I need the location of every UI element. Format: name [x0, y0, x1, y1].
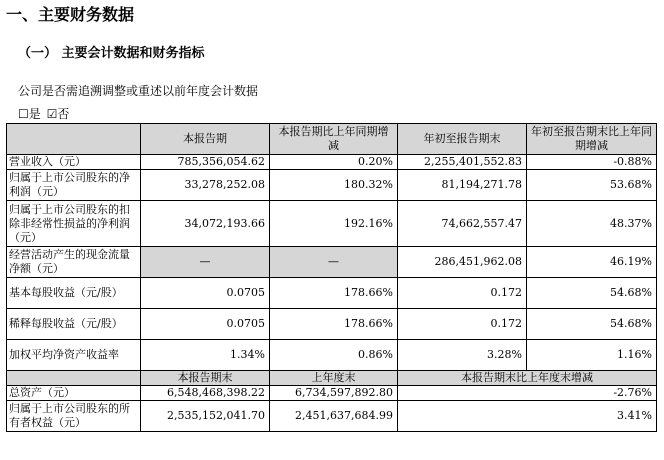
header-cell: 年初至报告期末 — [398, 124, 527, 155]
row-label: 基本每股收益（元/股） — [7, 278, 141, 309]
table-cell: 54.68% — [527, 309, 657, 340]
table-cell: -2.76% — [398, 386, 657, 401]
table-cell: 3.28% — [398, 340, 527, 371]
table-cell: -0.88% — [527, 155, 657, 170]
header-cell: 本报告期 — [141, 124, 270, 155]
choice-yes: ☐是 — [18, 107, 41, 121]
table-row — [7, 247, 657, 278]
table-cell: 0.0705 — [141, 278, 270, 309]
header-cell — [7, 124, 141, 155]
restatement-question: 公司是否需追溯调整或重述以前年度会计数据 — [18, 84, 259, 98]
table-cell: 178.66% — [270, 278, 398, 309]
table-cell: 81,194,271.78 — [398, 170, 527, 201]
table-cell: 1.34% — [141, 340, 270, 371]
row-label: 归属于上市公司股东的扣除非经常性损益的净利润（元） — [7, 201, 141, 247]
financial-table — [6, 123, 657, 432]
row-label: 加权平均净资产收益率 — [7, 340, 141, 371]
table-cell: 192.16% — [270, 201, 398, 247]
table-cell: 0.86% — [270, 340, 398, 371]
table-cell: 2,451,637,684.99 — [270, 401, 398, 432]
table-row — [7, 201, 657, 247]
table-row — [7, 401, 657, 432]
table-cell: 3.41% — [398, 401, 657, 432]
header-cell: 本报告期末 — [141, 371, 270, 386]
table2-header-row — [7, 371, 657, 386]
table-cell: 34,072,193.66 — [141, 201, 270, 247]
header-cell: 本报告期末比上年度末增减 — [398, 371, 657, 386]
row-label: 稀释每股收益（元/股） — [7, 309, 141, 340]
choice-no: ☑否 — [46, 107, 70, 121]
table-cell: 53.68% — [527, 170, 657, 201]
row-label: 经营活动产生的现金流量净额（元） — [7, 247, 141, 278]
row-label: 营业收入（元） — [7, 155, 141, 170]
table-cell: 0.172 — [398, 309, 527, 340]
row-label: 总资产（元） — [7, 386, 141, 401]
table-row — [7, 386, 657, 401]
table-cell: 2,535,152,041.70 — [141, 401, 270, 432]
table-cell: 0.0705 — [141, 309, 270, 340]
table-row — [7, 155, 657, 170]
table-cell: 0.20% — [270, 155, 398, 170]
header-cell: 本报告期比上年同期增减 — [270, 124, 398, 155]
table-cell: 785,356,054.62 — [141, 155, 270, 170]
sub-title: （一） 主要会计数据和财务指标 — [18, 46, 205, 61]
table-cell: 46.19% — [527, 247, 657, 278]
header-cell — [7, 371, 141, 386]
table-row — [7, 278, 657, 309]
table-cell: — — [141, 247, 270, 278]
table-cell: 178.66% — [270, 309, 398, 340]
table-row — [7, 309, 657, 340]
table-cell: — — [270, 247, 398, 278]
table-cell: 33,278,252.08 — [141, 170, 270, 201]
row-label: 归属于上市公司股东的净利润（元） — [7, 170, 141, 201]
restatement-choices — [18, 105, 71, 122]
table-header-row — [7, 124, 657, 155]
table-cell: 6,734,597,892.80 — [270, 386, 398, 401]
table-cell: 1.16% — [527, 340, 657, 371]
table-cell: 6,548,468,398.22 — [141, 386, 270, 401]
section-title: 一、主要财务数据 — [6, 5, 135, 24]
table-cell: 54.68% — [527, 278, 657, 309]
table-cell: 286,451,962.08 — [398, 247, 527, 278]
header-cell: 年初至报告期末比上年同期增减 — [527, 124, 657, 155]
table-row — [7, 170, 657, 201]
table-cell: 48.37% — [527, 201, 657, 247]
table-cell: 0.172 — [398, 278, 527, 309]
table-cell: 74,662,557.47 — [398, 201, 527, 247]
table-row — [7, 340, 657, 371]
table-cell: 2,255,401,552.83 — [398, 155, 527, 170]
header-cell: 上年度末 — [270, 371, 398, 386]
table-cell: 180.32% — [270, 170, 398, 201]
row-label: 归属于上市公司股东的所有者权益（元） — [7, 401, 141, 432]
